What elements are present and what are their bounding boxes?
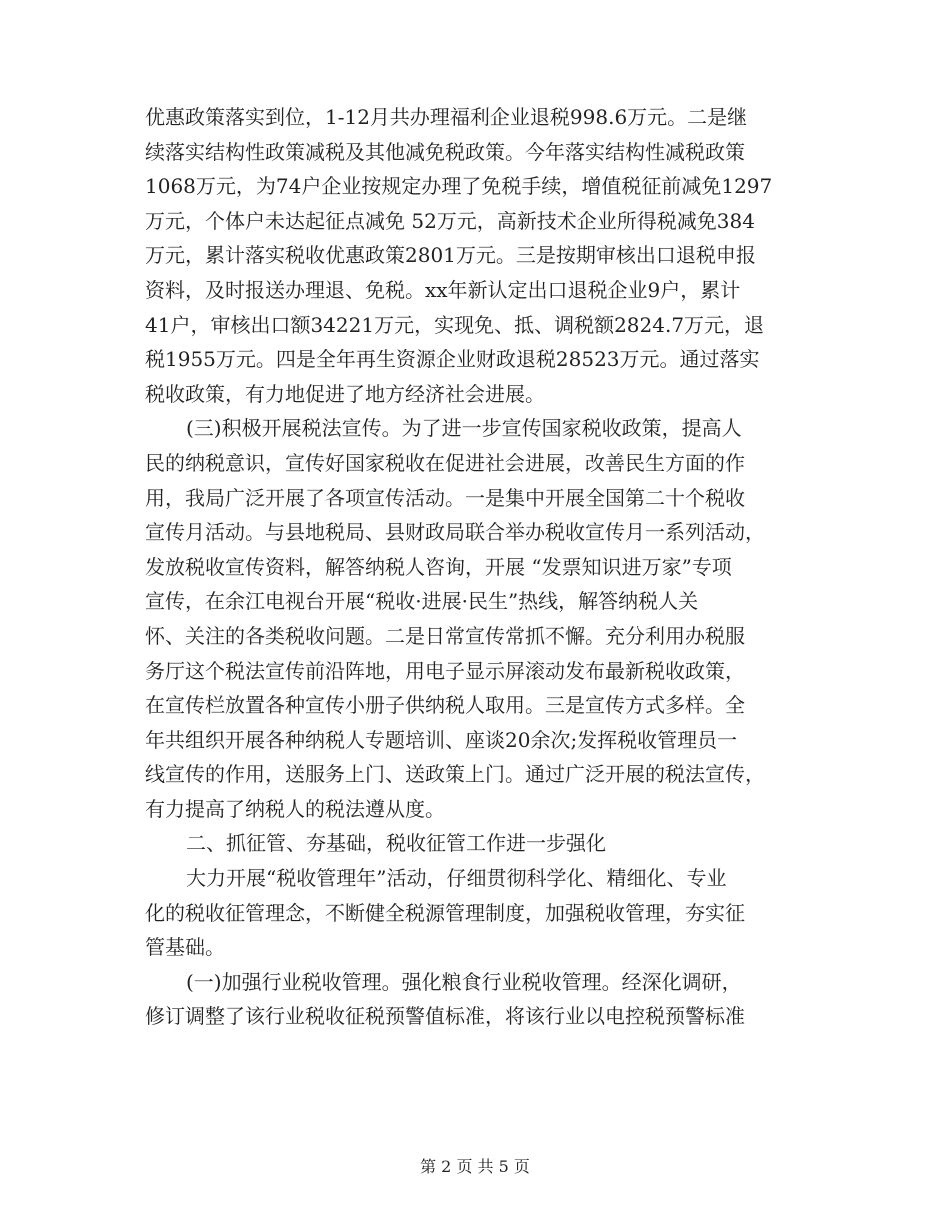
text-line: 税收政策，有力地促进了地方经济社会进展。 [145,381,545,406]
text-line: 务厅这个税法宣传前沿阵地，用电子显示屏滚动发布最新税收政策， [145,658,745,683]
text-line: 续落实结构性政策减税及其他减免税政策。今年落实结构性减税政策 [145,139,745,164]
text-line: 化的税收征管理念，不断健全税源管理制度，加强税收管理，夯实征 [145,900,745,925]
text-line: 资料，及时报送办理退、免税。xx年新认定出口退税企业9户，累计 [145,277,741,302]
text-line: 修订调整了该行业税收征税预警值标准，将该行业以电控税预警标准 [145,1004,745,1029]
text-line: 怀、关注的各类税收问题。二是日常宣传常抓不懈。充分利用办税服 [145,623,745,648]
text-line: 41户，审核出口额34221万元，实现免、抵、调税额2824.7万元，退 [145,312,765,337]
text-line: 万元，累计落实税收优惠政策2801万元。三是按期审核出口退税申报 [145,243,756,268]
text-line: 宣传月活动。与县地税局、县财政局联合举办税收宣传月一系列活动， [145,520,765,545]
text-line: 1068万元，为74户企业按规定办理了免税手续，增值税征前减免1297 [145,174,773,199]
text-line: 优惠政策落实到位，1-12月共办理福利企业退税998.6万元。二是继 [145,105,748,129]
text-line: 有力提高了纳税人的税法遵从度。 [145,796,445,821]
text-line: 发放税收宣传资料，解答纳税人咨询，开展 “发票知识进万家”专项 [145,554,732,579]
text-line: 管基础。 [145,935,225,960]
page-number: 第 2 页 共 5 页 [420,1157,530,1176]
document-body [145,100,813,1034]
text-line: 宣传，在余江电视台开展“税收·进展·民生”热线，解答纳税人关 [145,589,699,614]
text-line: 用，我局广泛开展了各项宣传活动。一是集中开展全国第二十个税收 [145,485,745,510]
text-line: 大力开展“税收管理年”活动，仔细贯彻科学化、精细化、专业 [186,866,727,891]
text-line: (一)加强行业税收管理。强化粮食行业税收管理。经深化调研， [186,969,742,994]
text-line: 线宣传的作用，送服务上门、送政策上门。通过广泛开展的税法宣传， [145,762,765,787]
text-line: 万元，个体户未达起征点减免 52万元，高新技术企业所得税减免384 [145,208,755,233]
text-line: 税1955万元。四是全年再生资源企业财政退税28523万元。通过落实 [145,347,760,372]
text-line: 在宣传栏放置各种宣传小册子供纳税人取用。三是宣传方式多样。全 [145,693,745,718]
section-heading: 二、抓征管、夯基础，税收征管工作进一步强化 [186,831,606,856]
text-line: (三)积极开展税法宣传。为了进一步宣传国家税收政策，提高人 [186,416,742,441]
text-line: 年共组织开展各种纳税人专题培训、座谈20余次;发挥税收管理员一 [145,727,738,752]
text-line: 民的纳税意识，宣传好国家税收在促进社会进展，改善民生方面的作 [145,450,745,475]
